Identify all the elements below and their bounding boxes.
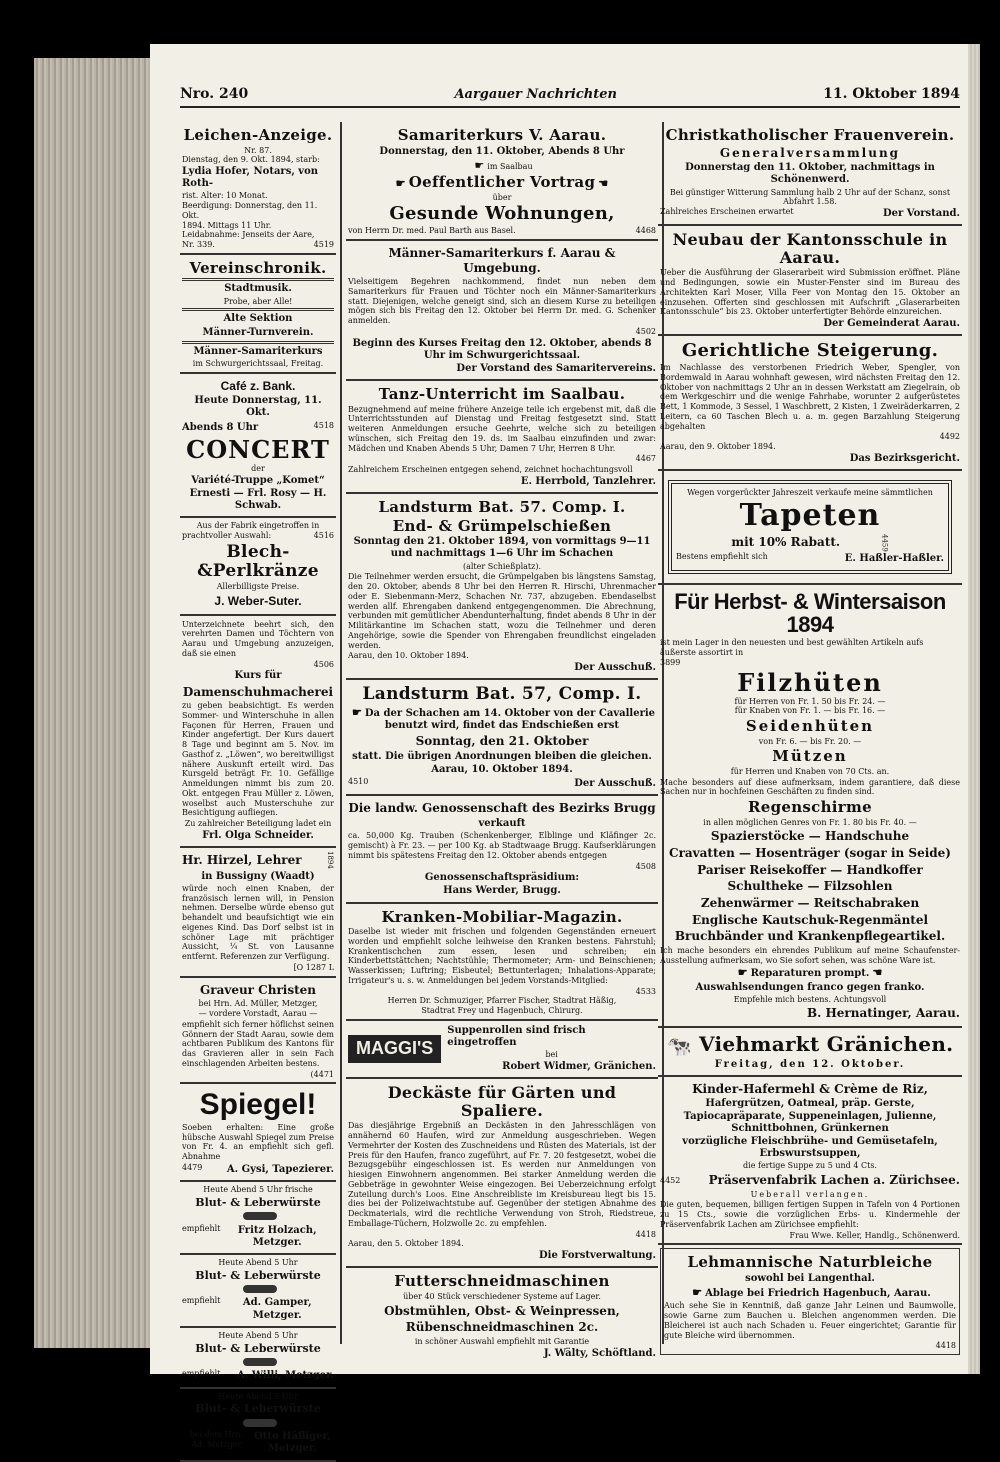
ad-code: 4510 bbox=[348, 777, 369, 787]
ad-headline bbox=[348, 174, 656, 191]
ad-footer bbox=[182, 531, 334, 541]
ad-footer bbox=[182, 240, 334, 250]
ad-footer bbox=[182, 1296, 334, 1322]
ad-line: vorzügliche Fleischbrühe- und Gemüsetafeln, Erbswurstsuppen, bbox=[682, 1135, 938, 1160]
ad-line: für Herren und Knaben von 70 Cts. an. bbox=[730, 766, 890, 776]
ad-line: Suppenrollen sind frisch eingetroffen bbox=[447, 1024, 586, 1049]
ad-side-number: 1894 bbox=[326, 851, 334, 870]
concert-headline: CONCERT bbox=[186, 434, 330, 464]
ad-code: 4492 bbox=[939, 432, 960, 442]
ad-natural-bleaching bbox=[658, 1245, 962, 1358]
ad-title: Landsturm Bat. 57, Comp. I. bbox=[362, 684, 642, 705]
ad-line: in allen möglichen Genres von Fr. 1. 80 bis Fr. 40. — bbox=[703, 817, 917, 827]
ad-row bbox=[676, 533, 944, 552]
ad-code: 4518 bbox=[313, 420, 334, 430]
ad-line-text: Ablage bei Friedrich Hagenbuch, Aarau. bbox=[705, 1288, 931, 1300]
ad-date: Aarau, den 10. Oktober 1894. bbox=[348, 651, 469, 661]
ad-signature: Der Ausschuß. bbox=[574, 778, 656, 790]
column-right bbox=[658, 122, 962, 1351]
ad-line: Empfehle mich bestens. Achtungsvoll bbox=[733, 994, 887, 1004]
ad-landsturm-notice bbox=[346, 680, 658, 796]
ad-line: Aus der Fabrik eingetroffen in bbox=[196, 521, 320, 531]
ad-headline: Kinder-Hafermehl & Crème de Riz, bbox=[692, 1081, 928, 1096]
masthead bbox=[180, 86, 960, 108]
ad-line: Abends 8 Uhr bbox=[182, 421, 259, 433]
ad-sausage-1 bbox=[180, 1182, 336, 1255]
ad-samaritan-lecture bbox=[346, 122, 658, 241]
ad-line: Alte Sektion bbox=[223, 313, 293, 325]
ad-line: von Herrn Dr. med. Paul Barth aus Basel. bbox=[348, 226, 516, 236]
column-left bbox=[180, 122, 336, 1455]
ad-title: Christkatholischer Frauenverein. bbox=[665, 126, 955, 144]
ad-signature: Hans Werder, Brugg. bbox=[443, 885, 561, 897]
ad-court-auction bbox=[658, 336, 962, 471]
ad-line: Hafergrützen, Oatmeal, präp. Gerste, Tapiocapräparate, Suppeneinlagen, Julienne, Schnittbohnen, Grünkernen bbox=[683, 1098, 937, 1134]
ad-code: 4467 bbox=[635, 454, 656, 464]
ad-title bbox=[182, 1402, 334, 1429]
ad-footer bbox=[676, 552, 944, 566]
ad-line: Heute Donnerstag, 11. Okt. bbox=[194, 395, 322, 419]
ad-body: Im Nachlasse des verstorbenen Friedrich Weber, Spengler, von Bordemwald in Aarau wohnhaft gewesen, wird nächsten Freitag den 12. Oktober von nachmittags 2 Uhr an in dessen Werkstatt am Ziegelrain, ob dem Werkgeschirr und die wenige Fahrhabe, worunter 2 aufgerüstetes Bett, 1 Kommode, 3 Sessel, 1 Waschbrett, 2 Kisten, 1 Zweiräderkarren, 2 Leitern, ca 60 Taschen Blech u. a. m. gegen Barzahlung Steigerung abgehalten bbox=[660, 363, 960, 431]
ad-title: Tanz-Unterricht im Saalbau. bbox=[378, 385, 626, 404]
ad-body: Zahlreichem Erscheinen entgegen sehend, zeichnet hochachtungsvoll bbox=[348, 465, 633, 475]
ad-title: Damenschuhmacherei bbox=[182, 684, 334, 699]
ad-sausage-3 bbox=[180, 1328, 336, 1389]
ad-title: Kranken-Mobiliar-Magazin. bbox=[381, 907, 623, 926]
ad-header bbox=[182, 851, 334, 870]
ad-landsturm-shooting bbox=[346, 494, 658, 680]
ad-line: Zu zahlreicher Beteiligung ladet ein bbox=[184, 819, 332, 829]
ad-line: Lydia Hofer, Notars, von Roth- bbox=[182, 166, 319, 190]
divider bbox=[182, 308, 334, 311]
ad-line: Probe, aber Alle! bbox=[223, 296, 293, 306]
ad-line: rist. Alter: 10 Monat. bbox=[182, 191, 268, 201]
maggi-logo: MAGGI'S bbox=[348, 1035, 441, 1063]
ad-code: 4508 bbox=[635, 861, 656, 871]
ad-seller: Robert Widmer, Gränichen. bbox=[502, 1061, 656, 1073]
ad-body: Das diesjährige Ergebniß an Deckästen in den Jahresschlägen von annähernd 60 Haufen, wird zur Anmeldung ausgeschrieben. Wegen Vermehrter der Kosten des Zuschneidens und Rüsten des Materials, ist der Preis für den Haufen, franco zugeführt, auf Fr. 7. 20 festgesetzt, wobei die Bezugsgebühr eingeschlossen ist. Es werden nur Anmeldungen von hiesigen Einwohnern angenommen. Bei starker Anmeldung werden die Gebbeträge in gewohnter Weise eingezogen. Bei Ueberzeichnung erfolgt Zuteilung durch's Loos. Eine Anschreibliste im Kreisbureau liegt bis 15. dies bei der Polizeiwachtstube auf. Gegenüber der stetigen Abnahme des Deckmaterials, wird die rechtliche Verwendung von Stroh, Riedstreue, Emballage-Tüchern, Holzwolle 2c. zu empfehlen. bbox=[348, 1121, 656, 1228]
ad-title-text: Blut- & Leberwürste bbox=[195, 1195, 321, 1209]
ad-seller: Frau Wwe. Keller, Handlg., Schönenwerd. bbox=[789, 1230, 960, 1240]
ad-title-text: Viehmarkt Gränichen. bbox=[699, 1032, 954, 1057]
ad-body: würde noch einen Knaben, der französisch lernen will, in Pension nehmen. Derselbe würde ebenso gut behandelt und beaufsichtigt wie ein eigenes Kind. Das Dorf selbst ist in schöner Lage mit prächtiger Aussicht, ¼ St. von Lausanne entfernt. Referenzen zur Verfügung. bbox=[182, 883, 334, 962]
ad-body: Die Teilnehmer werden ersucht, die Grümpelgaben bis längstens Samstag, den 20. Oktober, abends 8 Uhr bei den Herren R. Hirschi, Uhrenmacher oder E. Siebenmann-Merz, Schachen Nr. 737, abzugeben. Ebendaselbst werden allf. Ehrengaben dankend entgegengenommen. Die Abrechnung, verbunden mit gemütlicher Abendunterhaltung, findet abends 8 Uhr in der Militärkantine im Schachen statt, wozu die Teilnehmer und deren Angehörige, sowie die Spender von Ehrengaben freundlichst eingeladen werden. bbox=[348, 572, 656, 650]
ad-body: Unterzeichnete beehrt sich, den verehrten Damen und Töchtern von Aarau und Umgebung anzuzeigen, daß sie einen bbox=[182, 619, 334, 658]
ad-line: Leidabnahme: Jenseits der Aare, bbox=[182, 230, 315, 240]
ad-footer bbox=[182, 1369, 334, 1383]
pointing-hand-icon: ☛ bbox=[351, 705, 362, 719]
ad-line: statt. Die übrigen Anordnungen bleiben die gleichen. bbox=[352, 750, 652, 762]
ad-line bbox=[664, 1286, 956, 1300]
ad-headline-text: Oeffentlicher Vortrag bbox=[408, 173, 596, 192]
paper-title: Aargauer Nachrichten bbox=[454, 87, 617, 102]
ad-line: Zahlreiches Erscheinen erwartet bbox=[660, 207, 794, 216]
ad-footer bbox=[182, 1430, 334, 1456]
ad-line: in Bussigny (Waadt) bbox=[201, 870, 315, 882]
ad-line bbox=[348, 159, 656, 172]
ad-shoemaking-course bbox=[180, 616, 336, 849]
ad-title: Gerichtliche Steigerung. bbox=[681, 340, 939, 362]
ad-line: Donnerstag den 11. Oktober, nachmittags in Schönenwerd. bbox=[685, 162, 935, 186]
ad-line: Sonntag den 21. Oktober 1894, von vormittags 9—11 und nachmittags 1—6 Uhr im Schachen bbox=[353, 536, 651, 560]
ad-text bbox=[447, 1024, 656, 1074]
ad-line: prachtvoller Auswahl: bbox=[182, 531, 272, 541]
ad-subtitle: Generalversammlung bbox=[719, 145, 901, 160]
ad-line: Genossenschaftspräsidium: bbox=[424, 872, 580, 884]
ad-footer bbox=[348, 226, 656, 236]
ad-signature: Der Vorstand. bbox=[882, 208, 960, 219]
ad-preserves-factory bbox=[658, 1077, 962, 1246]
ad-title: Landsturm Bat. 57. Comp. I. bbox=[378, 498, 626, 517]
ad-line: Stadtmusik. bbox=[224, 283, 292, 295]
ad-headline: Rübenschneidmaschinen 2c. bbox=[405, 1320, 599, 1335]
ad-subtitle: End- & Grümpelschießen bbox=[392, 516, 612, 535]
ad-line: Heute Abend 5 Uhr bbox=[218, 1391, 298, 1401]
ad-item: Cravatten — Hosenträger (sogar in Seide) bbox=[669, 846, 951, 861]
ad-item: Spazierstöcke — Handschuhe bbox=[710, 829, 910, 844]
ad-body: empfiehlt sich ferner höflichst seinen Gönnern der Stadt Aarau, sowie dem achtbaren Publikum des Kantons für das Gravieren aller in sein Fach einschlagenden Arbeiten bestens. bbox=[182, 1019, 334, 1068]
ad-seller: A. Willi, Metzger. bbox=[237, 1370, 334, 1382]
ad-title: Leichen-Anzeige. bbox=[183, 126, 333, 144]
wallpaper-frame bbox=[668, 480, 952, 574]
ad-seller: Otto Häfliger, Metzger. bbox=[254, 1431, 331, 1455]
ad-signature: Der Vorstand des Samaritervereins. bbox=[456, 363, 656, 375]
ad-footer bbox=[182, 421, 334, 435]
ad-title: Tapeten bbox=[739, 497, 881, 533]
ad-line bbox=[660, 966, 960, 980]
ad-title: Futterschneidmaschinen bbox=[394, 1272, 610, 1291]
ad-title-text: Blut- & Leberwürste bbox=[195, 1268, 321, 1282]
issue-date: 11. Oktober 1894 bbox=[823, 86, 960, 102]
ad-cafe-concert bbox=[180, 374, 336, 519]
ad-line: ist mein Lager in den neuesten und best gewählten Artikeln aufs äußerste assortirt in bbox=[660, 638, 924, 658]
ad-seller: Fritz Holzach, Metzger. bbox=[237, 1224, 317, 1248]
ad-title: Lehmannische Naturbleiche bbox=[687, 1253, 933, 1272]
ad-mens-samaritan-course bbox=[346, 241, 658, 381]
pointing-hand-icon: ☛ bbox=[395, 177, 406, 191]
ad-code: 4459 bbox=[880, 533, 889, 552]
ad-headline: Obstmühlen, Obst- & Weinpressen, bbox=[384, 1303, 620, 1318]
ad-headline: Seidenhüten bbox=[745, 717, 875, 736]
ad-line: der bbox=[251, 464, 265, 473]
ad-line: Heute Abend 5 Uhr frische bbox=[203, 1184, 313, 1194]
column-middle bbox=[340, 122, 664, 1359]
ad-body: zu geben beabsichtigt. Es werden Sommer- und Winterschuhe in allen Façonen für Herren, Frauen und Kinder angefertigt. Der Kurs dauert 8 Tage und beginnt am 5. Nov. im Gasthof z. „Löwen“, wo bereitwilligst nähere Auskunft erteilt wird. Das Kursgeld beträgt Fr. 10. Gefällige Anmeldungen nimmt bis zum 20. Okt. entgegen Frau Müller z. Löwen, woselbst auch Musterschuhe zur Besichtigung aufliegen. bbox=[182, 701, 334, 818]
ad-signature: Der Ausschuß. bbox=[574, 662, 656, 674]
ad-line: (alter Schießplatz). bbox=[462, 561, 542, 571]
ad-funeral bbox=[180, 122, 336, 255]
ad-teacher-hirzel bbox=[180, 848, 336, 978]
ad-footer bbox=[182, 1224, 334, 1250]
ad-title: Café z. Bank. bbox=[220, 378, 296, 393]
ad-line: empfiehlt bbox=[182, 1296, 221, 1306]
ad-line: Ueberall verlangen. bbox=[750, 1189, 870, 1199]
ad-footer bbox=[182, 1163, 334, 1177]
ad-seller: Frl. Olga Schneider. bbox=[202, 829, 314, 841]
sausage-icon bbox=[243, 1285, 277, 1293]
ad-line: Stadtrat Frey und Hagenbuch, Chirurg. bbox=[421, 1006, 583, 1016]
ad-title: Samariterkurs V. Aarau. bbox=[397, 126, 607, 144]
ad-line: Bestens empfiehlt sich bbox=[676, 551, 768, 561]
ad-headline: Regenschirme bbox=[747, 798, 873, 817]
ad-cooperative-brugg bbox=[346, 796, 658, 903]
ad-item: Englische Kautschuk-Regenmäntel bbox=[691, 912, 929, 927]
pointing-hand-left-icon: ☚ bbox=[872, 966, 883, 980]
ad-title-text: Blut- & Leberwürste bbox=[195, 1402, 321, 1416]
ad-code: 4418 bbox=[635, 1229, 656, 1239]
ad-title: Deckäste für Gärten und Spaliere. bbox=[387, 1083, 617, 1120]
ad-body: ca. 50,000 Kg. Trauben (Schenkenberger, Elblinge und Kläfinger 2c. gemischt) à Fr. 23. — per 100 Kg. ab Stadtwaage Brugg. Kaufserklärungen nimmt bis spätestens Freitag den 12. Oktober abends entgegen bbox=[348, 831, 656, 860]
ad-code: 4502 bbox=[635, 326, 656, 336]
ad-wallpaper bbox=[658, 471, 962, 585]
ad-autumn-winter-season bbox=[658, 585, 962, 1028]
ad-line: Donnerstag, den 11. Oktober, Abends 8 Uhr bbox=[379, 145, 625, 157]
ad-club-chronicle bbox=[180, 255, 336, 374]
ad-line: empfiehlt bbox=[182, 1223, 221, 1233]
ad-line: Dienstag, den 9. Okt. 1894, starb: bbox=[182, 155, 320, 165]
ad-title: Neubau der Kantonsschule in Aarau. bbox=[672, 230, 948, 267]
ad-line: Beginn des Kurses Freitag den 12. Oktober, abends 8 Uhr im Schwurgerichtssaal. bbox=[352, 337, 652, 361]
ad-line: in schöner Auswahl empfiehlt mit Garantie bbox=[414, 1336, 590, 1346]
ad-line: Heute Abend 5 Uhr bbox=[218, 1330, 298, 1340]
ad-title: Für Herbst- & Wintersaison 1894 bbox=[674, 589, 946, 638]
ad-body: Die guten, bequemen, billigen fertigen Suppen in Tafeln von 4 Portionen zu 15 Cts., sowie die vorzüglichen Erbs- u. Kindermehle der Präservenfabrik Lachen am Zürichsee empfiehlt: bbox=[660, 1200, 960, 1229]
ad-line: Ernesti — Frl. Rosy — H. Schwab. bbox=[189, 487, 327, 512]
ad-seller: J. Wälty, Schöftland. bbox=[543, 1347, 656, 1359]
ad-footer bbox=[660, 1171, 960, 1190]
ad-code: 4519 bbox=[313, 240, 334, 250]
ad-title: Vereinschronik. bbox=[189, 258, 327, 277]
ad-line: Auswahlsendungen franco gegen franko. bbox=[695, 981, 925, 993]
ad-body: Ueber die Ausführung der Glaserarbeit wird Submission eröffnet. Pläne und Bedingungen, sowie ein Muster-Fenster sind im Bureau des Architekten Karl Moser, Villa Feer von Montag den 15. Oktober an einzusehen. Offerten sind geschlossen mit Aufschrift „Glaserarbeiten Kantonsschule“ bis 23. Oktober unterfertigter Behörde einzureichen. bbox=[660, 268, 960, 317]
ad-item: Bruchbänder und Krankenpflegeartikel. bbox=[674, 929, 946, 944]
divider bbox=[182, 341, 334, 344]
ad-maggi bbox=[346, 1021, 658, 1079]
ad-body: Soeben erhalten: Eine große hübsche Auswahl Spiegel zum Preise von Fr. 4. an empfiehlt sich gefl. Abnahme bbox=[182, 1122, 334, 1161]
ad-line: über 40 Stück verschiedener Systeme auf Lager. bbox=[403, 1291, 601, 1301]
ad-body: Mache besonders auf diese aufmerksam, indem garantiere, daß diese Sachen nur in hochfeinen Geschäften zu finden sind. bbox=[660, 777, 960, 797]
ad-headline: Sonntag, den 21. Oktober bbox=[415, 734, 589, 749]
ad-line: im Schwurgerichtssaal, Freitag. bbox=[192, 358, 324, 368]
ad-line: Kurs für bbox=[234, 670, 282, 682]
ad-cattle-market bbox=[658, 1028, 962, 1077]
ad-line: sowohl bei Langenthal. bbox=[745, 1272, 875, 1284]
ad-line: für Knaben von Fr. 1. — bis Fr. 16. — bbox=[734, 706, 886, 716]
ad-line: Bei günstiger Witterung Sammlung halb 2 Uhr auf der Schanz, sonst Abfahrt 1.58. bbox=[669, 187, 951, 207]
ad-line: Allerbilligste Preise. bbox=[216, 582, 300, 592]
ad-item: Pariser Reisekoffer — Handkoffer bbox=[697, 862, 923, 877]
ad-signature: E. Herrbold, Tanzlehrer. bbox=[520, 475, 656, 487]
ad-mirror bbox=[180, 1084, 336, 1182]
pointing-hand-icon: ☛ bbox=[692, 1286, 703, 1300]
ad-item: Schultheke — Filzsohlen bbox=[727, 879, 893, 894]
ad-line: — vordere Vorstadt, Aarau — bbox=[198, 1009, 318, 1018]
ad-line: Nr. 87. bbox=[244, 145, 272, 155]
ad-line-text: Reparaturen prompt. bbox=[750, 968, 870, 980]
ad-line bbox=[348, 706, 656, 732]
ad-sausage-2 bbox=[180, 1255, 336, 1328]
ad-brand: Präservenfabrik Lachen a. Zürichsee. bbox=[708, 1173, 960, 1188]
ad-title: Graveur Christen bbox=[200, 982, 316, 997]
ad-body: Bezugnehmend auf meine frühere Anzeige teile ich ergebenst mit, daß die Unterrichtsstunden auf Dienstag und Freitag festgesetzt sind. Statt weiteren Anmeldungen ersuche Geehrte, welche sich zu beteiligen wünschen, sich Freitag den 19. ds. im Saalbau einzufinden und zwar: Mädchen und Knaben Abends 5 Uhr, Damen 7 Uhr, Herren 8 Uhr. bbox=[348, 404, 656, 453]
ad-body: Ich mache besonders ein ehrendes Publikum auf meine Schaufenster-Ausstellung aufmerksam, wo Sie sofort sehen, was schöne Ware ist. bbox=[660, 945, 960, 965]
ad-line: die fertige Suppe zu 5 und 4 Cts. bbox=[743, 1161, 877, 1171]
ad-date: Aarau, den 5. Oktober 1894. bbox=[348, 1239, 464, 1249]
ad-cover-branches bbox=[346, 1079, 658, 1268]
ad-code: 4452 bbox=[660, 1175, 681, 1185]
ad-title: Spiegel! bbox=[199, 1088, 317, 1122]
ad-code: 4468 bbox=[635, 226, 656, 236]
ad-line: Herren Dr. Schmuziger, Pfarrer Fischer, Stadtrat Häßig, bbox=[387, 996, 617, 1006]
ad-title bbox=[182, 1342, 334, 1369]
ad-line: Männer-Samariterkurs bbox=[193, 345, 323, 357]
ad-line: Beerdigung: Donnerstag, den 11. Okt. bbox=[182, 201, 318, 220]
ad-headline: Mützen bbox=[772, 747, 848, 766]
ad-seller: B. Hernatinger, Aarau. bbox=[806, 1006, 960, 1021]
ad-subtitle: verkauft bbox=[478, 818, 526, 830]
ad-title bbox=[182, 1269, 334, 1296]
ad-line: für Herren von Fr. 1. 50 bis Fr. 24. — bbox=[734, 696, 886, 706]
ad-body: Auch sehe Sie in Kenntniß, daß ganze Jahr Leinen und Baumwolle, sowie Garne zum Bauchen u. Bleichen angenommen werden. Die Bleicherei ist auch nach Schaden u. Feuer eingerichtet; Garantie für gute Bleiche wird übernommen. bbox=[664, 1301, 956, 1340]
ad-seller: J. Weber-Suter. bbox=[214, 593, 302, 608]
ad-title: Hr. Hirzel, Lehrer bbox=[182, 853, 302, 868]
ad-line: Nr. 339. bbox=[182, 240, 215, 250]
ad-body: Vielseitigem Begehren nachkommend, findet nun neben dem Samariterkurs für Frauen und Töchter noch ein Männer-Samariterkurs statt. Diejenigen, welche geneigt sind, sich an diesem Kurse zu beteiligen mögen sich bis Freitag den 12. Oktober bei Herrn Dr. med. G. Schenker anmelden. bbox=[348, 277, 656, 326]
ad-signature: Das Bezirksgericht. bbox=[849, 452, 960, 464]
ad-line: Heute Abend 5 Uhr bbox=[218, 1257, 298, 1267]
ad-line: Variété-Truppe „Komet“ bbox=[191, 474, 325, 486]
ad-code: 4533 bbox=[635, 986, 656, 996]
ad-seller: E. Haßler-Haßler. bbox=[844, 552, 944, 564]
ad-title: Die landw. Genossenschaft des Bezirks Brugg bbox=[348, 801, 656, 816]
ad-line: Wegen vorgerückter Jahreszeit verkaufe meine sämmtlichen bbox=[687, 488, 933, 498]
issue-number: Nro. 240 bbox=[180, 86, 249, 102]
ad-title bbox=[660, 1033, 960, 1057]
ad-signature: Die Forstverwaltung. bbox=[538, 1250, 656, 1262]
ad-title: Männer-Samariterkurs f. Aarau & Umgebung. bbox=[388, 245, 616, 275]
ad-line-text: Da der Schachen am 14. Oktober von der Cavallerie benutzt wird, findet das Endschießen erst bbox=[364, 707, 656, 732]
pointing-hand-icon: ☛ bbox=[737, 966, 748, 980]
ad-code: 4479 bbox=[182, 1162, 203, 1172]
ad-title: Blech-&Perlkränze bbox=[197, 541, 319, 581]
ad-line-text: im Saalbau bbox=[487, 161, 533, 171]
ad-body: Daselbe ist wieder mit frischen und folgenden Gegenständen erneuert worden und empfiehlt solche leihweise den Kranken bestens. Fahrstuhl; Krankentischchen zum essen, lesen und schreiben; ein Kinderbettstättchen; Nachtstühle; Thermometer; Arm- und Beinschienen; Wasserkissen; Luftring; Eisbeutel; Bettunterlagen; Inhalations-Apparate; Irrigateur's u. s. w. Anmeldungen bei jedem Vorstands-Mitglied: bbox=[348, 927, 656, 985]
ad-code: [O 1287 L bbox=[293, 962, 334, 972]
ad-line: Freitag, den 12. Oktober. bbox=[714, 1058, 906, 1070]
pointing-hand-left-icon: ☚ bbox=[598, 177, 609, 191]
ad-line: Männer-Turnverein. bbox=[202, 326, 314, 338]
ad-title-text: Blut- & Leberwürste bbox=[195, 1341, 321, 1355]
ad-line: von Fr. 6. — bis Fr. 20. — bbox=[758, 736, 862, 746]
page-right-edge bbox=[968, 44, 980, 1374]
bleach-frame bbox=[660, 1248, 960, 1355]
divider bbox=[182, 278, 334, 281]
ad-signature: Der Gemeinderat Aarau. bbox=[823, 318, 960, 330]
ad-item: Zehenwärmer — Reitschabraken bbox=[700, 895, 920, 910]
ad-code: (4471 bbox=[310, 1069, 334, 1079]
ad-footer bbox=[348, 777, 656, 791]
ad-code: 3899 bbox=[660, 657, 681, 667]
ad-footer bbox=[660, 207, 960, 221]
ad-school-building bbox=[658, 226, 962, 336]
ad-line: bei Hrn. Ad. Müller, Metzger, bbox=[198, 999, 318, 1009]
ad-code: 4516 bbox=[313, 531, 334, 541]
ad-wreaths bbox=[180, 518, 336, 615]
ad-sick-furniture bbox=[346, 904, 658, 1021]
ad-line: empfiehlt bbox=[182, 1369, 221, 1379]
ad-line: über bbox=[492, 192, 512, 202]
sausage-icon bbox=[243, 1419, 277, 1427]
ad-line: bei dem Hrn. Ad. Metzger bbox=[189, 1430, 244, 1449]
ad-code: 4418 bbox=[935, 1341, 956, 1351]
ad-line: Aarau, 10. Oktober 1894. bbox=[431, 764, 573, 776]
ad-feed-cutters bbox=[346, 1268, 658, 1363]
ad-date: Aarau, den 9. Oktober 1894. bbox=[660, 442, 776, 452]
ad-subtitle: mit 10% Rabatt. bbox=[731, 535, 841, 550]
sausage-icon bbox=[243, 1358, 277, 1366]
ad-seller: A. Gysi, Tapezierer. bbox=[226, 1163, 334, 1175]
ad-womens-association bbox=[658, 122, 962, 226]
cow-icon: 🐄 bbox=[666, 1033, 692, 1058]
ad-title bbox=[182, 1196, 334, 1223]
ad-dance-lessons bbox=[346, 381, 658, 494]
ad-line: 1894. Mittags 11 Uhr. bbox=[182, 220, 272, 230]
newspaper-page bbox=[150, 44, 980, 1455]
ad-engraver bbox=[180, 978, 336, 1085]
sausage-icon bbox=[243, 1212, 277, 1220]
ad-line: bei bbox=[545, 1050, 558, 1060]
ad-headline: Filzhüten bbox=[737, 667, 883, 697]
ad-seller: Ad. Gamper, Metzger. bbox=[242, 1297, 312, 1321]
ad-code: 4506 bbox=[313, 659, 334, 669]
ad-sausage-4 bbox=[180, 1389, 336, 1462]
pointing-hand-icon: ☛ bbox=[474, 158, 485, 172]
ad-headline: Gesunde Wohnungen, bbox=[389, 203, 615, 225]
